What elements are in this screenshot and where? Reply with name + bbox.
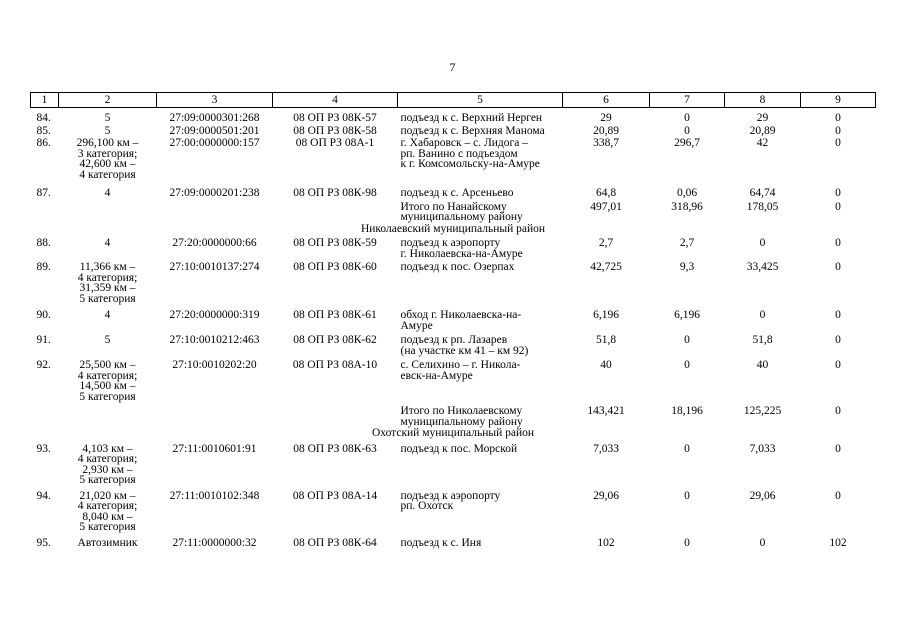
length-col9-cell: 0 bbox=[835, 489, 841, 502]
road-id-cell: 08 ОП РЗ 08К-98 bbox=[293, 187, 377, 199]
length-col9-cell: 0 bbox=[835, 261, 841, 273]
column-header: 7 bbox=[650, 93, 725, 108]
length-col8-cell: 20,89 bbox=[749, 124, 776, 137]
category-cell: 4 bbox=[104, 237, 111, 249]
column-header: 9 bbox=[801, 93, 876, 108]
length-col9-cell: 0 bbox=[835, 405, 841, 417]
row-number: 85. bbox=[36, 124, 51, 137]
road-id-cell: 08 ОП РЗ 08К-63 bbox=[293, 442, 377, 455]
table-row bbox=[31, 236, 876, 259]
row-number: 88. bbox=[36, 237, 51, 249]
cadastral-number-cell: 27:11:0010601:91 bbox=[172, 442, 257, 455]
row-number: 93. bbox=[36, 442, 51, 455]
column-header: 1 bbox=[31, 93, 59, 108]
category-cell: 4,103 км – 4 категория; 2,930 км – 5 категория bbox=[77, 442, 138, 486]
category-cell: 5 bbox=[104, 124, 111, 137]
road-id-cell bbox=[273, 199, 398, 223]
length-col8-cell: 0 bbox=[759, 536, 766, 549]
roads-table bbox=[30, 92, 876, 548]
length-total-cell: 51,8 bbox=[595, 334, 617, 346]
length-col9-cell: 102 bbox=[829, 536, 847, 549]
table-row bbox=[31, 124, 876, 137]
category-cell: 21,020 км – 4 категория; 8,040 км – 5 категория bbox=[77, 489, 138, 533]
road-name-cell: обход г. Николаевска-на- Амуре bbox=[400, 309, 522, 332]
length-total-cell: 338,7 bbox=[593, 137, 619, 149]
length-col8-cell: 40 bbox=[756, 359, 769, 371]
length-total-cell: 2,7 bbox=[598, 237, 614, 249]
length-col8-cell: 29,06 bbox=[749, 489, 776, 502]
length-col7-cell: 296,7 bbox=[674, 137, 700, 149]
length-col9-cell: 0 bbox=[835, 309, 841, 321]
road-name-cell: подъезд к аэропорту рп. Охотск bbox=[400, 489, 501, 512]
length-col8-cell: 33,425 bbox=[746, 261, 779, 273]
table-header-row bbox=[31, 93, 876, 108]
length-col7-cell: 0 bbox=[684, 359, 690, 371]
cadastral-number-cell: 27:11:0010102:348 bbox=[169, 489, 260, 502]
cadastral-number-cell bbox=[157, 402, 273, 427]
road-name-cell: г. Хабаровск – с. Лидога – рп. Ванино с подъездом к г. Комсомольску-на-Амуре bbox=[400, 137, 540, 170]
length-col8-cell: 0 bbox=[759, 309, 766, 321]
road-name-cell: Итого по Николаевскому муниципальному району bbox=[400, 405, 523, 428]
column-header: 6 bbox=[563, 93, 650, 108]
row-number: 90. bbox=[36, 309, 51, 321]
length-total-cell: 64,8 bbox=[595, 187, 617, 199]
row-number: 87. bbox=[36, 187, 51, 199]
cadastral-number-cell: 27:20:0000000:319 bbox=[169, 309, 260, 321]
road-name-cell: подъезд к рп. Лазарев (на участке км 41 – км 92) bbox=[400, 334, 529, 357]
length-col8-cell: 0 bbox=[759, 237, 766, 249]
length-total-cell: 102 bbox=[597, 536, 615, 549]
road-id-cell bbox=[273, 402, 398, 427]
length-col8-cell: 7,033 bbox=[749, 442, 776, 455]
road-name-cell: подъезд к с. Иня bbox=[400, 536, 482, 549]
length-total-cell: 42,725 bbox=[590, 261, 622, 273]
length-col7-cell: 0 bbox=[684, 536, 690, 549]
length-total-cell: 497,01 bbox=[590, 200, 622, 213]
category-cell: 4 bbox=[104, 187, 111, 199]
length-col7-cell: 9,3 bbox=[679, 261, 695, 273]
table-row bbox=[31, 259, 876, 304]
cadastral-number-cell: 27:09:0000201:238 bbox=[169, 187, 260, 199]
length-col9-cell: 0 bbox=[835, 187, 841, 199]
length-col9-cell: 0 bbox=[835, 124, 841, 137]
row-number: 92. bbox=[36, 359, 51, 371]
cadastral-number-cell bbox=[157, 199, 273, 223]
length-col9-cell: 0 bbox=[835, 334, 841, 346]
category-cell: 5 bbox=[104, 334, 111, 346]
road-id-cell: 08 ОП РЗ 08К-58 bbox=[293, 124, 377, 137]
road-name-cell: подъезд к пос. Морской bbox=[400, 442, 518, 455]
table-row bbox=[31, 304, 876, 331]
length-col8-cell: 51,8 bbox=[752, 334, 773, 346]
cadastral-number-cell: 27:10:0010212:463 bbox=[169, 334, 260, 346]
length-col7-cell: 6,196 bbox=[674, 309, 700, 321]
table-row bbox=[31, 136, 876, 180]
length-col7-cell: 0,06 bbox=[676, 187, 698, 199]
row-number: 95. bbox=[36, 536, 51, 549]
road-id-cell: 08 ОП РЗ 08К-64 bbox=[293, 536, 377, 549]
length-col9-cell: 0 bbox=[835, 442, 841, 455]
category-cell: 296,100 км – 3 категория; 42,600 км – 4 категория bbox=[76, 137, 139, 181]
row-number bbox=[31, 199, 59, 223]
category-cell bbox=[59, 402, 157, 427]
section-title: Охотский муниципальный район bbox=[371, 427, 535, 439]
length-col7-cell: 0 bbox=[684, 442, 690, 455]
road-name-cell: подъезд к с. Верхний Нерген bbox=[400, 112, 543, 124]
road-name-cell: подъезд к пос. Озерпах bbox=[400, 261, 515, 273]
length-col7-cell: 18,196 bbox=[671, 405, 703, 417]
road-id-cell: 08 ОП РЗ 08К-59 bbox=[293, 237, 377, 249]
cadastral-number-cell: 27:11:0000000:32 bbox=[172, 536, 257, 549]
length-total-cell: 29 bbox=[600, 112, 612, 124]
row-number: 94. bbox=[36, 489, 51, 502]
row-number: 91. bbox=[36, 334, 51, 346]
table-row bbox=[31, 331, 876, 356]
road-name-cell: подъезд к с. Верхняя Манома bbox=[400, 124, 545, 137]
road-name-cell: Итого по Нанайскому муниципальному району bbox=[400, 200, 523, 223]
category-cell bbox=[59, 199, 157, 223]
table-row bbox=[31, 180, 876, 199]
subtotal-row bbox=[31, 402, 876, 427]
length-col8-cell: 125,225 bbox=[743, 405, 782, 417]
length-col7-cell: 0 bbox=[684, 124, 690, 137]
row-number: 84. bbox=[36, 112, 51, 124]
length-total-cell: 143,421 bbox=[587, 405, 625, 417]
length-total-cell: 29,06 bbox=[593, 489, 619, 502]
category-cell: 11,366 км – 4 категория; 31,359 км – 5 категория bbox=[77, 261, 138, 305]
length-col9-cell: 0 bbox=[835, 112, 841, 124]
length-total-cell: 7,033 bbox=[593, 442, 619, 455]
table-row bbox=[31, 533, 876, 549]
length-col8-cell: 42 bbox=[756, 137, 769, 149]
cadastral-number-cell: 27:10:0010137:274 bbox=[169, 261, 260, 273]
page-number: 7 bbox=[449, 60, 456, 74]
length-col8-cell: 29 bbox=[756, 112, 769, 124]
length-col9-cell: 0 bbox=[835, 200, 841, 213]
table-row bbox=[31, 356, 876, 402]
subtotal-row bbox=[31, 199, 876, 223]
row-number bbox=[31, 402, 59, 427]
column-header: 3 bbox=[157, 93, 273, 108]
road-id-cell: 08 ОП РЗ 08К-57 bbox=[293, 112, 377, 124]
category-cell: Автозимник bbox=[77, 536, 138, 549]
length-col8-cell: 64,74 bbox=[749, 187, 776, 199]
column-header: 8 bbox=[725, 93, 801, 108]
length-col9-cell: 0 bbox=[835, 359, 841, 371]
road-id-cell: 08 ОП РЗ 08А-14 bbox=[292, 489, 378, 502]
length-col9-cell: 0 bbox=[835, 237, 841, 249]
length-col7-cell: 2,7 bbox=[679, 237, 695, 249]
table-row bbox=[31, 441, 876, 486]
section-row bbox=[31, 427, 876, 441]
row-number: 89. bbox=[36, 261, 51, 273]
length-total-cell: 20,89 bbox=[593, 124, 619, 137]
road-id-cell: 08 ОП РЗ 08К-60 bbox=[293, 261, 377, 273]
road-id-cell: 08 ОП РЗ 08А-10 bbox=[292, 359, 378, 371]
length-col8-cell: 178,05 bbox=[746, 200, 779, 213]
road-id-cell: 08 ОП РЗ 08К-61 bbox=[293, 309, 377, 321]
length-col7-cell: 0 bbox=[684, 112, 690, 124]
cadastral-number-cell: 27:20:0000000:66 bbox=[172, 237, 257, 249]
length-col9-cell: 0 bbox=[835, 137, 841, 149]
row-number: 86. bbox=[36, 137, 51, 149]
column-header: 5 bbox=[398, 93, 563, 108]
road-id-cell: 08 ОП РЗ 08К-62 bbox=[293, 334, 377, 346]
table-row bbox=[31, 108, 876, 124]
cadastral-number-cell: 27:00:0000000:157 bbox=[169, 137, 260, 149]
column-header: 2 bbox=[59, 93, 157, 108]
cadastral-number-cell: 27:10:0010202:20 bbox=[172, 359, 257, 371]
category-cell: 4 bbox=[104, 309, 111, 321]
category-cell: 5 bbox=[104, 112, 111, 124]
category-cell: 25,500 км – 4 категория; 14,500 км – 5 категория bbox=[77, 359, 138, 403]
cadastral-number-cell: 27:09:0000501:201 bbox=[169, 124, 260, 137]
length-total-cell: 40 bbox=[600, 359, 612, 371]
cadastral-number-cell: 27:09:0000301:268 bbox=[169, 112, 260, 124]
table-row bbox=[31, 486, 876, 533]
section-title: Николаевский муниципальный район bbox=[360, 222, 546, 235]
section-row bbox=[31, 223, 876, 237]
road-id-cell: 08 ОП РЗ 08А-1 bbox=[295, 137, 375, 149]
road-name-cell: подъезд к аэропорту г. Николаевска-на-Амуре bbox=[400, 237, 523, 260]
column-header: 4 bbox=[273, 93, 398, 108]
length-col7-cell: 0 bbox=[684, 334, 690, 346]
length-col7-cell: 0 bbox=[684, 489, 690, 502]
length-col7-cell: 318,96 bbox=[671, 200, 703, 213]
road-name-cell: с. Селихино – г. Никола- евск-на-Амуре bbox=[400, 359, 521, 382]
road-name-cell: подъезд к с. Арсеньево bbox=[400, 187, 514, 199]
length-total-cell: 6,196 bbox=[593, 309, 619, 321]
